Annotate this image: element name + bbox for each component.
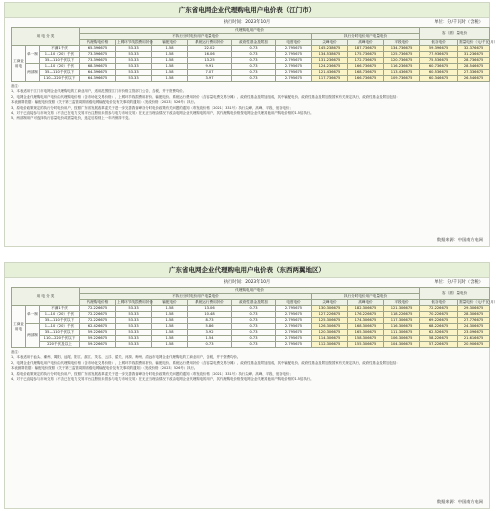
table-cell: 104.306675: [384, 342, 420, 348]
table-cell: 1.58: [152, 52, 188, 58]
table-cell: 73.396675: [80, 58, 116, 64]
effective-date: 执行时间：2023年10月: [223, 280, 271, 285]
table-cell: 53.33: [116, 58, 152, 64]
panel-meta: [5, 18, 489, 27]
table-cell: 117.306675: [384, 318, 420, 324]
table-cell: 64.396675: [80, 76, 116, 82]
table-cell: 29.306675: [458, 306, 490, 312]
subgroup-label: 两部制: [26, 324, 40, 348]
table-cell: 10.48: [188, 312, 232, 318]
table-cell: 53.33: [116, 52, 152, 58]
table-cell: 168.736675: [348, 70, 384, 76]
table-cell: 72.226675: [80, 318, 116, 324]
unit-label: 单位：分/千瓦时（含税）: [434, 280, 483, 285]
table-cell: 168.306675: [348, 324, 384, 330]
tariff-table: [11, 27, 497, 82]
table-cell: 176.226675: [348, 312, 384, 318]
table-cell: 70.226675: [420, 312, 458, 318]
table-cell: 0.73: [232, 324, 276, 330]
table-cell: 77.936675: [420, 52, 458, 58]
table-cell: 69.226675: [420, 318, 458, 324]
panel-meta: [5, 278, 489, 287]
header-agency-price: 代理购电用户电价: [80, 28, 420, 34]
header-non-tou: 不执行分时电价用户电量电价: [80, 34, 312, 40]
table-cell: 64.396675: [80, 70, 116, 76]
table-row: [12, 342, 490, 348]
table-cell: 53.33: [116, 330, 152, 336]
tariff-panel-jiangmen: [4, 2, 497, 247]
table-cell: 2.795675: [276, 52, 312, 58]
effective-date: 执行时间：2023年10月: [223, 20, 271, 25]
column-header: 政府性基金及附加: [232, 300, 276, 306]
table-cell: 57.226675: [420, 342, 458, 348]
table-cell: 62.526675: [420, 330, 458, 336]
column-header: 平段电价: [384, 300, 420, 306]
subgroup-label: 两部制: [26, 64, 40, 82]
data-source: 数据来源：中国南方电网: [436, 237, 483, 242]
data-source: 数据来源：中国南方电网: [436, 499, 483, 504]
note-line: 5、两部制用户可选择执行容量电价或需量电价，选定后原则上一年内保持不变。: [11, 116, 132, 121]
subgroup-label: 单一制: [26, 46, 40, 64]
table-cell: 134.538675: [312, 52, 348, 58]
column-header: 上网环节线损费用折价: [117, 300, 153, 304]
column-header: 系统运行费用折价: [188, 40, 232, 46]
table-cell: 1.58: [152, 306, 188, 312]
table-cell: 72.226675: [80, 312, 116, 318]
table-cell: 2.795675: [276, 318, 312, 324]
table-cell: 109.736675: [384, 76, 420, 82]
note-line: 1、本表适用于汕头、潮州、揭阳、汕尾、阳江、湛江、茂名、云浮、韶关、河源、梅州、清远市电网企业代理购电的工商业用户，含税，并于资费均价。: [11, 355, 241, 360]
column-header: 尖峰电价: [312, 40, 348, 46]
table-cell: 59.226675: [80, 342, 116, 348]
column-header: 电度电价: [276, 300, 312, 306]
table-cell: 26.546675: [458, 76, 490, 82]
table-cell: 22.02: [188, 46, 232, 52]
column-header: 高峰电价: [348, 300, 384, 306]
panel-title: 广东省电网企业代理购电用户电价表（东西两翼地区）: [5, 263, 489, 278]
note-line: 备注：: [11, 84, 22, 88]
table-cell: 106.306675: [384, 336, 420, 342]
table-cell: 1.58: [152, 58, 188, 64]
header-tou: 执行分时电价用户电量电价: [312, 34, 420, 40]
table-cell: 1.58: [152, 318, 188, 324]
table-cell: 1.58: [152, 64, 188, 70]
notes-block: [5, 348, 489, 382]
table-cell: 23.096675: [458, 330, 490, 336]
column-header: 上网环节线损费用折价: [117, 40, 153, 44]
header-non-tou: 不执行分时电价用户电量电价: [80, 294, 312, 300]
unit-label: 单位：分/千瓦时（含税）: [434, 20, 483, 25]
table-cell: 114.306675: [312, 336, 348, 342]
table-cell: 131.236675: [312, 58, 348, 64]
column-header: 需量电价（元/千瓦·月）: [459, 40, 497, 44]
table-cell: 1.58: [152, 330, 188, 336]
table-cell: 5.86: [188, 324, 232, 330]
table-cell: 2.795675: [276, 64, 312, 70]
header-capacity-price: 容（需）量电价: [420, 288, 490, 300]
table-cell: 59.226675: [80, 336, 116, 342]
header-tou: 执行分时电价用户电量电价: [312, 294, 420, 300]
column-header: 电度电价: [276, 40, 312, 46]
table-cell: 2.795675: [276, 336, 312, 342]
voltage-level: 1—10（20）千伏: [40, 312, 80, 318]
voltage-level: 1—10（20）千伏: [40, 324, 80, 330]
table-cell: 113.436675: [384, 70, 420, 76]
note-line: 本表测算依据：输配电价按照《关于第三监管周期省级电网输配电价及有关事项的通知》（发改价格〔2023〕526号）执行。: [11, 366, 198, 371]
column-header: 政府性基金及附加: [232, 40, 276, 46]
table-cell: 127.226675: [312, 312, 348, 318]
subgroup-label: 单一制: [26, 306, 40, 324]
table-cell: 8.73: [188, 318, 232, 324]
table-cell: 20.906675: [458, 342, 490, 348]
table-cell: 59.226675: [80, 330, 116, 336]
table-cell: 166.736675: [348, 76, 384, 82]
table-cell: 53.33: [116, 70, 152, 76]
table-cell: 134.736675: [384, 46, 420, 52]
table-cell: 124.236675: [312, 64, 348, 70]
table-cell: 59.396675: [420, 46, 458, 52]
table-cell: 1.58: [152, 70, 188, 76]
table-cell: 53.33: [116, 324, 152, 330]
table-cell: 118.226675: [384, 312, 420, 318]
table-cell: 27.776675: [458, 318, 490, 324]
voltage-level: 110—220千伏以下: [40, 336, 80, 342]
header-agency-price: 代理购电用户电价: [80, 288, 420, 294]
table-cell: 53.33: [116, 312, 152, 318]
header-category: 用 电 分 类: [12, 28, 80, 46]
table-cell: 3.92: [188, 330, 232, 336]
table-cell: 0.73: [232, 336, 276, 342]
table-cell: 9.91: [188, 64, 232, 70]
table-cell: 31.236675: [458, 52, 490, 58]
table-cell: 53.33: [116, 64, 152, 70]
voltage-level: 35—110千伏以下: [40, 318, 80, 324]
voltage-level: 1—10（20）千伏: [40, 64, 80, 70]
table-cell: 2.795675: [276, 324, 312, 330]
table-cell: 24.306675: [458, 324, 490, 330]
table-cell: 182.306675: [348, 306, 384, 312]
note-line: 4、对于已直接参与市场交易（不含已在电力交易平台注册但未曾参与电力市场交易）在无正当理由情况下改由电网企业代理购电的用户，其代理购电价格按电网企业代理其他用户购电价格的1.5倍执行。: [11, 111, 314, 116]
note-line: 3、原电价政策规定的执行分时电价用户，按照广东省发展改革委关于进一步完善我省峰谷分时电价政策有关问题的通知（粤发改价格〔2021〕331号）执行尖峰、高峰、平段、低谷电价；: [11, 371, 293, 376]
table-cell: 1.58: [152, 336, 188, 342]
table-cell: 1.58: [152, 324, 188, 330]
column-header: 低谷电价: [420, 300, 458, 306]
table-cell: 1.58: [152, 46, 188, 52]
voltage-level: 35—110千伏以下: [40, 70, 80, 76]
header-capacity-price: 容（需）量电价: [420, 28, 490, 40]
table-cell: 145.238675: [312, 46, 348, 52]
table-cell: 72.226675: [80, 306, 116, 312]
table-cell: 13.25: [188, 58, 232, 64]
table-row: [12, 76, 490, 82]
table-cell: 120.736675: [384, 58, 420, 64]
table-cell: 187.736675: [348, 46, 384, 52]
table-cell: 130.306675: [312, 306, 348, 312]
table-cell: 32.376675: [458, 46, 490, 52]
table-cell: 0.73: [232, 64, 276, 70]
voltage-level: 110—220千伏以下: [40, 76, 80, 82]
voltage-level: 不满1千伏: [40, 306, 80, 312]
table-cell: 2.795675: [276, 342, 312, 348]
header-category: 用 电 分 类: [12, 288, 80, 306]
table-cell: 2.795675: [276, 312, 312, 318]
column-header: 代理购电价格: [80, 300, 116, 306]
table-cell: 53.33: [116, 306, 152, 312]
group-label: 工商业用电: [12, 306, 26, 348]
note-line: 备注：: [11, 350, 22, 354]
table-cell: 0.73: [232, 312, 276, 318]
table-cell: 0.73: [232, 318, 276, 324]
table-cell: 7.07: [188, 70, 232, 76]
table-cell: 2.795675: [276, 46, 312, 52]
table-cell: 1.58: [152, 312, 188, 318]
table-cell: 166.736675: [348, 64, 384, 70]
table-cell: 28.306675: [458, 312, 490, 318]
table-cell: 60.346675: [420, 76, 458, 82]
column-header: 输配电价: [152, 40, 188, 46]
table-cell: 112.306675: [312, 342, 348, 348]
table-cell: 0.73: [232, 70, 276, 76]
table-cell: 2.795675: [276, 330, 312, 336]
table-cell: 117.736675: [312, 76, 348, 82]
table-cell: 53.33: [116, 46, 152, 52]
table-cell: 68.226675: [420, 324, 458, 330]
table-cell: 0.73: [232, 52, 276, 58]
tariff-panel-east-west: [4, 262, 497, 509]
column-header: 尖峰电价: [312, 300, 348, 306]
table-cell: 2.795675: [276, 70, 312, 76]
table-cell: 21.616675: [458, 336, 490, 342]
table-cell: 2.795675: [276, 76, 312, 82]
column-header: 输配电价: [152, 300, 188, 306]
table-cell: 0.73: [188, 342, 232, 348]
table-cell: 53.33: [116, 76, 152, 82]
table-cell: 172.736675: [348, 58, 384, 64]
voltage-level: 35—110千伏以下: [40, 330, 80, 336]
table-cell: 155.306675: [348, 342, 384, 348]
column-header: 高峰电价: [348, 40, 384, 46]
note-line: 2、电网企业代理购电用户电价由代理购电价格（含市场化交易价格）、上网环节线损费用折价、输配电价、系统运行费用折价（含容量电费交易分摊）、政府性基金及附加组成，其中输配电价、政府性基金及附加按国家有关规定执行，政府性基金及附加包括：: [11, 94, 400, 99]
table-cell: 0.73: [232, 342, 276, 348]
table-cell: 60.536675: [420, 70, 458, 76]
table-cell: 60.736675: [420, 64, 458, 70]
note-line: 本表测算依据：输配电价按照《关于第三监管周期省级电网输配电价及有关事项的通知》（发改价格〔2023〕526号）执行。: [11, 100, 198, 105]
table-cell: 68.396675: [80, 64, 116, 70]
table-cell: 16.06: [188, 52, 232, 58]
table-cell: 116.236675: [384, 64, 420, 70]
table-cell: 58.226675: [420, 336, 458, 342]
table-cell: 174.306675: [348, 318, 384, 324]
note-line: 1、本表适用于江门市电网企业代理购电的工商业用户，适用范围按江门市价格主管部门公告，含税，并于资费均价。: [11, 89, 187, 94]
group-label: 工商业用电: [12, 46, 26, 82]
table-cell: 116.306675: [384, 324, 420, 330]
note-line: 2、电网企业代理购电用户电价由代理购电价格（含市场化交易价格）、上网环节线损费用折价、输配电价、系统运行费用折价（含容量电费交易分摊）、政府性基金及附加组成，其中输配电价、政府性基金及附加按国家有关规定执行，政府性基金及附加包括：: [11, 360, 400, 365]
table-cell: 111.306675: [384, 330, 420, 336]
column-header: 低谷电价: [420, 40, 458, 46]
panel-title: 广东省电网企业代理购电用户电价表（江门市）: [5, 3, 489, 18]
table-cell: 53.33: [116, 336, 152, 342]
table-cell: 121.436675: [312, 70, 348, 76]
table-cell: 2.795675: [276, 306, 312, 312]
table-cell: 121.306675: [384, 306, 420, 312]
table-cell: 158.306675: [348, 336, 384, 342]
table-cell: 1.58: [152, 342, 188, 348]
table-cell: 72.226675: [420, 306, 458, 312]
table-cell: 1.54: [188, 336, 232, 342]
table-cell: 28.736675: [458, 58, 490, 64]
table-cell: 75.536675: [420, 58, 458, 64]
voltage-level: 1—10（20）千伏: [40, 52, 80, 58]
tariff-table: [11, 287, 497, 348]
table-cell: 120.306675: [312, 330, 348, 336]
column-header: 平段电价: [384, 40, 420, 46]
notes-block: [5, 82, 489, 122]
table-cell: 1.58: [152, 76, 188, 82]
table-cell: 0.73: [232, 76, 276, 82]
table-cell: 0.73: [232, 306, 276, 312]
table-cell: 125.736675: [384, 52, 420, 58]
table-cell: 125.306675: [312, 318, 348, 324]
table-cell: 2.795675: [276, 58, 312, 64]
table-cell: 126.306675: [312, 324, 348, 330]
table-cell: 13.06: [188, 306, 232, 312]
column-header: 需量电价（元/千瓦·月）: [459, 300, 497, 304]
voltage-level: 不满1千伏: [40, 46, 80, 52]
voltage-level: 35—110千伏以下: [40, 58, 80, 64]
table-cell: 3.97: [188, 76, 232, 82]
note-line: 4、对于已直接参与市场交易（不含已在电力交易平台注册但未曾参与电力市场交易）在无正当理由情况下改由电网企业代理购电的用户，其代理购电价格按电网企业代理其他用户购电价格的1.5倍执行。: [11, 377, 314, 382]
column-header: 系统运行费用折价: [188, 300, 232, 306]
note-line: 3、原电价政策规定的执行分时电价用户，按照广东省发展改革委关于进一步完善我省峰谷分时电价政策有关问题的通知（粤发改价格〔2021〕331号）执行尖峰、高峰、平段、低谷电价；: [11, 105, 293, 110]
table-cell: 73.396675: [80, 52, 116, 58]
table-cell: 0.73: [232, 330, 276, 336]
table-cell: 62.426675: [80, 324, 116, 330]
column-header: 代理购电价格: [80, 40, 116, 46]
table-cell: 28.546675: [458, 64, 490, 70]
table-cell: 165.306675: [348, 330, 384, 336]
table-cell: 0.73: [232, 58, 276, 64]
voltage-level: 220千伏及以上: [40, 342, 80, 348]
table-cell: 53.33: [116, 342, 152, 348]
table-cell: 0.73: [232, 46, 276, 52]
table-cell: 175.736675: [348, 52, 384, 58]
table-cell: 65.396675: [80, 46, 116, 52]
table-cell: 27.336675: [458, 70, 490, 76]
table-cell: 53.33: [116, 318, 152, 324]
